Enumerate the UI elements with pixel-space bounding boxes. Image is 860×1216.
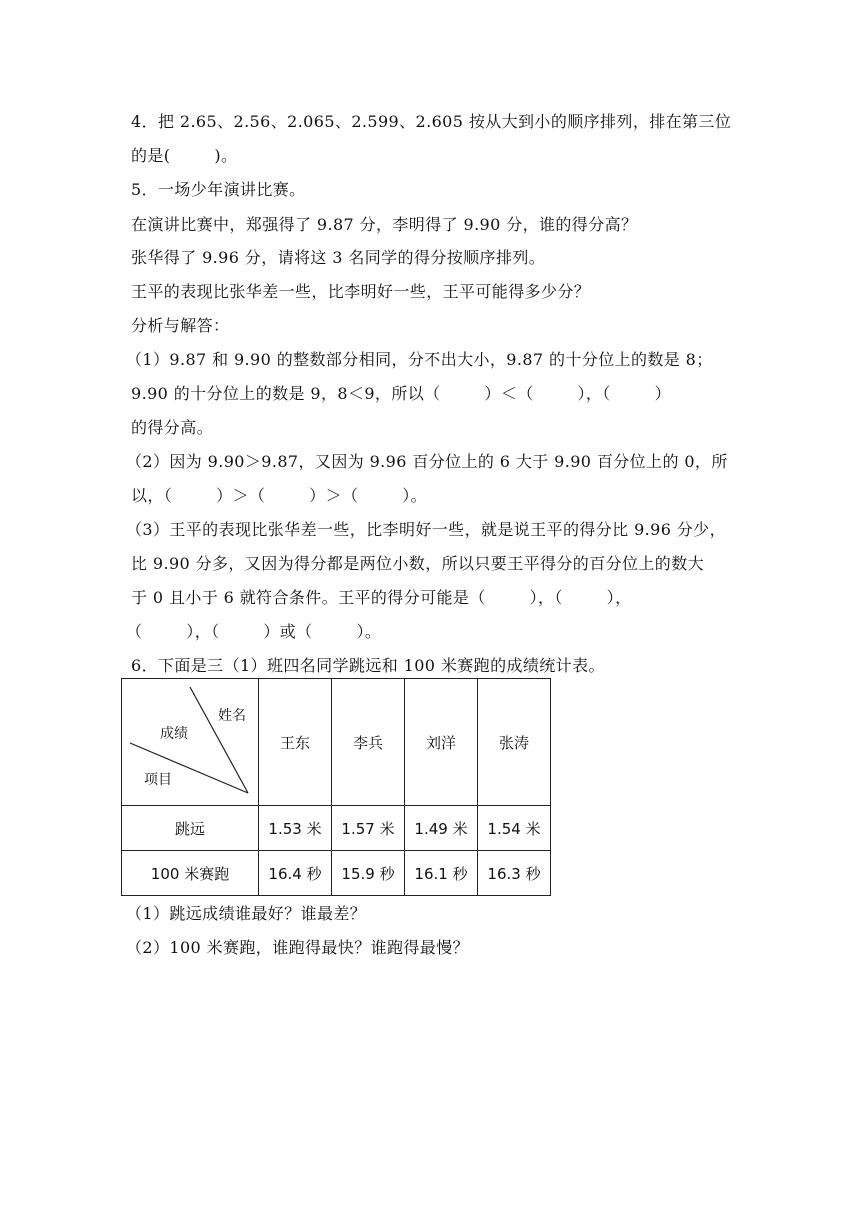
diagonal-lines [122,679,258,805]
q6-sub-question-1: （1）跳远成绩谁最好？谁最差？ [126,904,367,923]
student-name: 张涛 [478,679,551,806]
table-cell: 15.9 秒 [332,851,405,896]
header-score-label: 成绩 [160,726,188,742]
header-name-label: 姓名 [218,708,246,724]
table-cell: 16.3 秒 [478,851,551,896]
score-table [121,678,551,896]
q4-line2: 的是( )。 [131,146,238,165]
table-cell: 1.54 米 [478,806,551,851]
header-item-label: 项目 [144,772,172,788]
q5-question-a: 在演讲比赛中，郑强得了 9.87 分，李明得了 9.90 分，谁的得分高？ [131,215,638,234]
q5-part3-line1: （3）王平的表现比张华差一些，比李明好一些，就是说王平的得分比 9.96 分少， [126,520,726,539]
q6-title: 6．下面是三（1）班四名同学跳远和 100 米赛跑的成绩统计表。 [131,656,605,675]
table-row [122,806,551,851]
q5-part3-line4: （ ），（ ）或（ ）。 [126,622,382,641]
q5-part3-line3: 于 0 且小于 6 就符合条件。王平的得分可能是（ ），（ ）， [131,588,632,607]
diagonal-header-cell [122,679,259,806]
q5-part3-line2: 比 9.90 分多，又因为得分都是两位小数，所以只要王平得分的百分位上的数大 [131,554,704,573]
q5-part2-line1: （2）因为 9.90＞9.87，又因为 9.96 百分位上的 6 大于 9.90 百分位上的 0，所 [126,452,728,471]
q6-sub-question-2: （2）100 米赛跑，谁跑得最快？谁跑得最慢？ [126,938,470,957]
q4-line1: 4．把 2.65、2.56、2.065、2.599、2.605 按从大到小的顺序排列，排在第三位 [131,112,732,131]
table-header-row [122,679,551,806]
student-name: 李兵 [332,679,405,806]
q5-question-b: 张华得了 9.96 分，请将这 3 名同学的得分按顺序排列。 [131,248,546,267]
table-row [122,851,551,896]
q5-part1-line2: 9.90 的十分位上的数是 9，8＜9，所以（ ）＜（ ），（ ） [131,384,671,403]
q5-title: 5．一场少年演讲比赛。 [131,180,306,199]
q5-question-c: 王平的表现比张华差一些，比李明好一些，王平可能得多少分？ [131,282,591,301]
table-cell: 1.49 米 [405,806,478,851]
table-cell: 16.4 秒 [259,851,332,896]
q5-analysis-heading: 分析与解答： [131,316,230,335]
student-name: 王东 [259,679,332,806]
q5-part1-line1: （1）9.87 和 9.90 的整数部分相同，分不出大小，9.87 的十分位上的数是 8； [126,350,713,369]
student-name: 刘洋 [405,679,478,806]
table-cell: 1.53 米 [259,806,332,851]
q5-part2-line2: 以，（ ）＞（ ）＞（ ）。 [131,486,428,505]
row-item-label: 100 米赛跑 [122,851,259,896]
q5-part1-line3: 的得分高。 [131,418,214,437]
table-cell: 16.1 秒 [405,851,478,896]
table-cell: 1.57 米 [332,806,405,851]
row-item-label: 跳远 [122,806,259,851]
